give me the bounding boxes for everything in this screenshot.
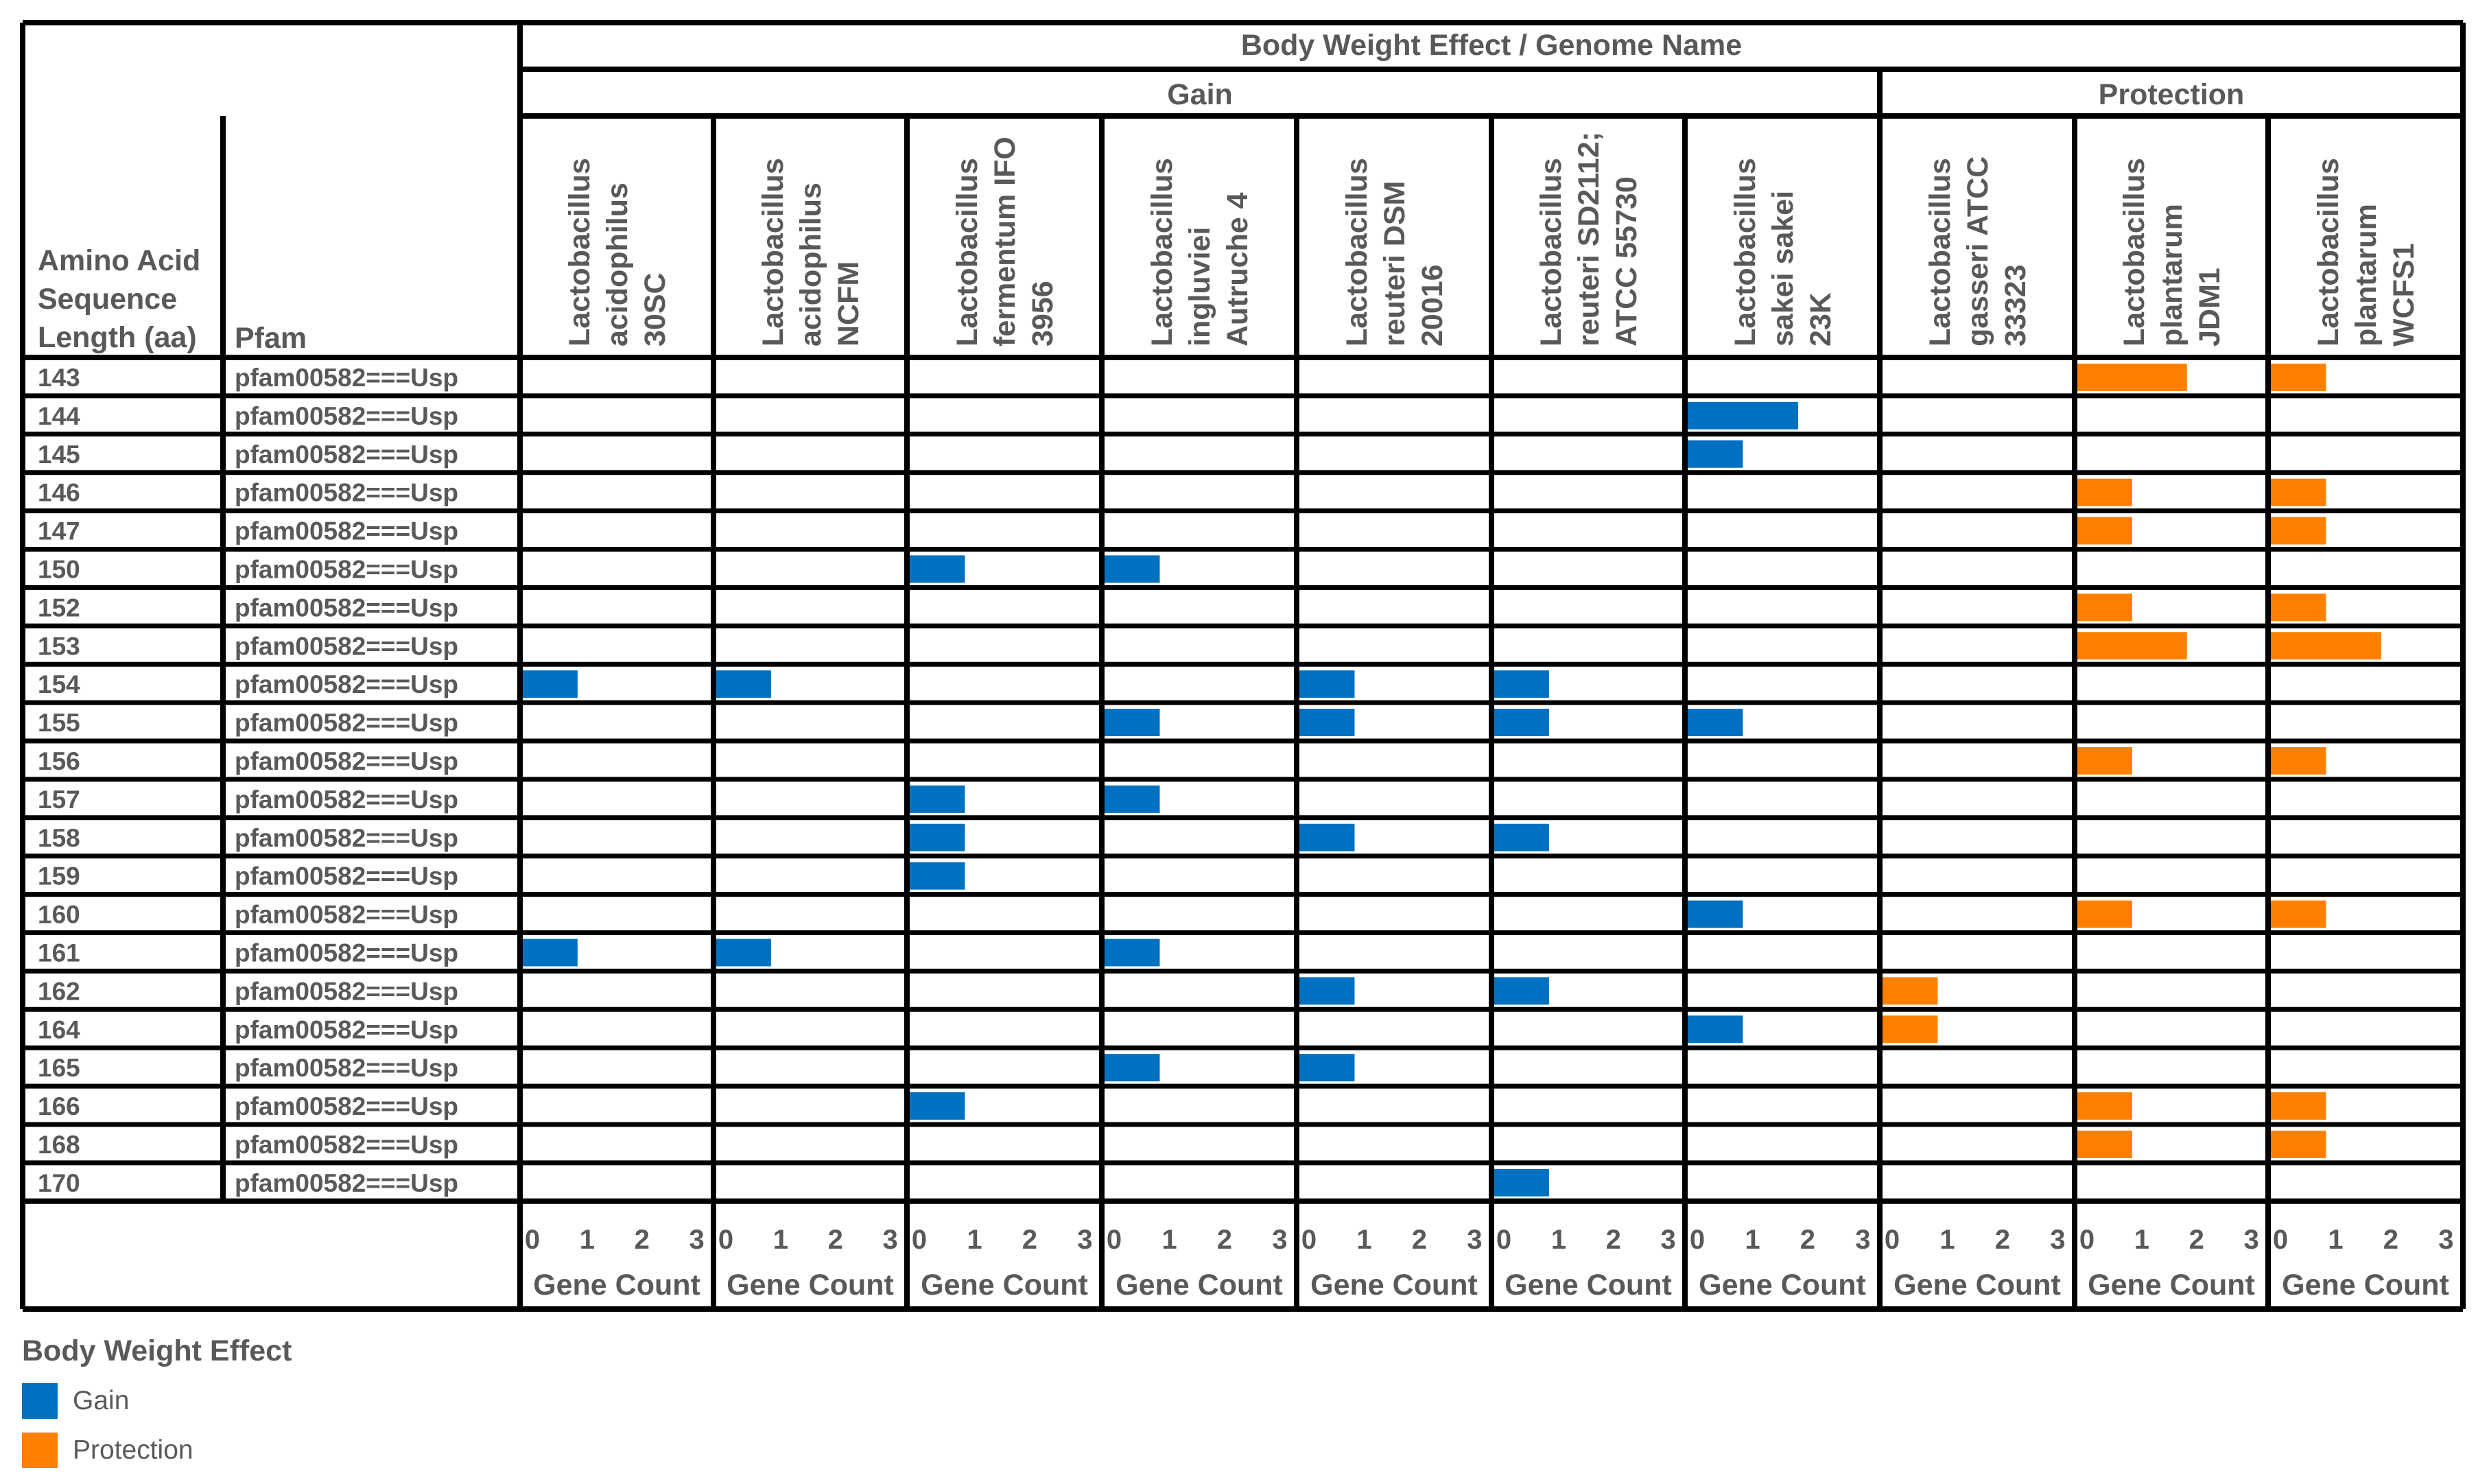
x-tick-label: 1: [967, 1225, 982, 1255]
bar: [1688, 402, 1798, 429]
x-tick-label: 1: [579, 1225, 595, 1255]
x-tick-label: 0: [1884, 1225, 1900, 1255]
bar: [910, 555, 965, 582]
x-tick-label: 3: [882, 1225, 898, 1255]
x-tick-label: 2: [634, 1225, 650, 1255]
bar: [2271, 479, 2326, 506]
x-tick-label: 2: [2189, 1225, 2204, 1255]
row-pfam-label: pfam00582===Usp: [235, 593, 459, 622]
row-length-label: 165: [38, 1054, 80, 1083]
x-tick-label: 2: [1216, 1225, 1233, 1255]
row-length-label: 155: [38, 709, 80, 738]
column-label-6: Lactobacillus reuteri SD2112; ATCC 55730: [1535, 131, 1643, 346]
x-tick-label: 0: [718, 1225, 734, 1255]
bar: [2077, 747, 2132, 775]
legend-swatch-gain: [22, 1383, 58, 1419]
x-tick-label: 3: [1855, 1225, 1871, 1255]
row-pfam-label: pfam00582===Usp: [235, 517, 459, 545]
row-pfam-label: pfam00582===Usp: [235, 363, 459, 392]
x-tick-label: 1: [1161, 1225, 1177, 1255]
bar: [2077, 632, 2187, 659]
x-axis-label: Gene Count: [2282, 1269, 2449, 1302]
row-pfam-label: pfam00582===Usp: [235, 1015, 459, 1044]
x-tick-label: 3: [1077, 1225, 1093, 1255]
row-length-label: 156: [38, 746, 80, 775]
bar: [1105, 1054, 1159, 1081]
row-length-label: 157: [38, 785, 80, 814]
header-top-title: Body Weight Effect / Genome Name: [1240, 29, 1743, 62]
bar: [1299, 977, 1354, 1004]
bar: [2077, 364, 2187, 391]
x-axis-label: Gene Count: [533, 1269, 700, 1302]
bar: [1688, 901, 1743, 928]
x-tick-label: 2: [827, 1225, 843, 1255]
row-pfam-label: pfam00582===Usp: [235, 746, 459, 775]
row-header-length: Amino Acid Sequence Length (aa): [38, 244, 201, 354]
bar: [1494, 977, 1549, 1004]
row-pfam-label: pfam00582===Usp: [235, 977, 459, 1006]
x-tick-label: 3: [1467, 1225, 1483, 1255]
bar: [2077, 479, 2132, 506]
bar: [1494, 824, 1549, 851]
x-tick-label: 1: [2328, 1225, 2344, 1255]
x-tick-label: 1: [1550, 1225, 1566, 1255]
bar: [910, 786, 965, 813]
bar: [2077, 901, 2132, 928]
row-pfam-label: pfam00582===Usp: [235, 1054, 459, 1083]
x-tick-label: 1: [772, 1225, 788, 1255]
column-label-8: Lactobacillus gasseri ATCC 33323: [1924, 156, 2032, 346]
x-axis-label: Gene Count: [1116, 1269, 1283, 1302]
x-tick-label: 3: [1272, 1225, 1288, 1255]
bar: [1299, 709, 1354, 736]
bar: [716, 939, 771, 966]
bar: [2271, 364, 2326, 391]
bar: [2077, 1092, 2132, 1120]
row-pfam-label: pfam00582===Usp: [235, 939, 459, 967]
bar: [2271, 632, 2381, 659]
bar: [1494, 709, 1549, 736]
x-tick-label: 3: [2438, 1225, 2454, 1255]
x-tick-label: 0: [2272, 1225, 2289, 1255]
legend: [22, 1334, 292, 1475]
bar: [2271, 593, 2326, 621]
bar: [1105, 555, 1159, 582]
x-axis-label: Gene Count: [1894, 1269, 2061, 1302]
bar: [1688, 440, 1743, 468]
row-pfam-label: pfam00582===Usp: [235, 555, 459, 584]
row-length-label: 166: [38, 1092, 80, 1121]
header-group-protection: Protection: [2098, 78, 2245, 111]
bar: [2271, 1092, 2326, 1120]
bar: [910, 824, 965, 851]
bar: [1494, 1169, 1549, 1197]
row-pfam-label: pfam00582===Usp: [235, 440, 459, 469]
x-tick-label: 2: [1411, 1225, 1428, 1255]
row-length-label: 159: [38, 862, 80, 891]
x-tick-label: 0: [1106, 1225, 1122, 1255]
x-tick-label: 0: [1301, 1225, 1317, 1255]
x-tick-label: 2: [1022, 1225, 1038, 1255]
bar: [910, 862, 965, 890]
bar: [1105, 709, 1159, 736]
x-tick-label: 1: [1939, 1225, 1955, 1255]
row-length-label: 160: [38, 900, 80, 929]
row-pfam-label: pfam00582===Usp: [235, 862, 459, 891]
column-label-1: Lactobacillus acidophilus 30SC: [563, 158, 672, 346]
x-tick-label: 2: [1994, 1225, 2011, 1255]
row-pfam-label: pfam00582===Usp: [235, 670, 459, 699]
row-length-label: 150: [38, 555, 80, 584]
row-pfam-label: pfam00582===Usp: [235, 401, 459, 430]
row-pfam-label: pfam00582===Usp: [235, 1092, 459, 1121]
bar: [2077, 593, 2132, 621]
bar: [2271, 747, 2326, 775]
row-length-label: 146: [38, 478, 80, 507]
x-tick-label: 0: [524, 1225, 541, 1255]
row-pfam-label: pfam00582===Usp: [235, 823, 459, 852]
row-pfam-label: pfam00582===Usp: [235, 709, 459, 738]
row-length-label: 152: [38, 593, 80, 622]
bar: [910, 1092, 965, 1120]
bar: [1883, 1015, 1937, 1043]
x-tick-label: 1: [1356, 1225, 1372, 1255]
x-axis-label: Gene Count: [921, 1269, 1088, 1302]
bar: [523, 670, 578, 698]
row-length-label: 162: [38, 977, 80, 1006]
x-tick-label: 0: [2079, 1225, 2095, 1255]
row-length-label: 144: [38, 401, 80, 430]
x-tick-label: 0: [1496, 1225, 1512, 1255]
x-axis-label: Gene Count: [1505, 1269, 1672, 1302]
bar: [2077, 1131, 2132, 1158]
row-length-label: 147: [38, 517, 80, 545]
row-pfam-label: pfam00582===Usp: [235, 1168, 459, 1197]
row-length-label: 164: [38, 1015, 80, 1044]
bar: [1105, 786, 1159, 813]
column-label-10: Lactobacillus plantarum WCFS1: [2312, 158, 2420, 346]
bar: [1299, 670, 1354, 698]
row-length-label: 158: [38, 823, 80, 852]
row-length-label: 143: [38, 363, 80, 392]
x-axis-label: Gene Count: [2088, 1269, 2255, 1302]
row-length-label: 170: [38, 1168, 80, 1197]
bar: [1688, 709, 1743, 736]
x-tick-label: 2: [1800, 1225, 1816, 1255]
bar: [2271, 1131, 2326, 1158]
row-pfam-label: pfam00582===Usp: [235, 785, 459, 814]
bar: [1883, 977, 1937, 1004]
row-pfam-label: pfam00582===Usp: [235, 1130, 459, 1159]
row-pfam-label: pfam00582===Usp: [235, 632, 459, 661]
column-label-7: Lactobacillus sakei sakei 23K: [1729, 158, 1837, 346]
legend-item-protection: [22, 1426, 292, 1475]
bar: [1299, 824, 1354, 851]
column-label-3: Lactobacillus fermentum IFO 3956: [951, 137, 1059, 346]
column-label-5: Lactobacillus reuteri DSM 20016: [1341, 158, 1449, 346]
bar: [2271, 517, 2326, 545]
row-length-label: 154: [38, 670, 80, 699]
column-label-2: Lactobacillus acidophilus NCFM: [757, 158, 865, 346]
x-tick-label: 1: [1745, 1225, 1760, 1255]
legend-label-protection: Protection: [73, 1435, 193, 1465]
bar: [1494, 670, 1549, 698]
x-tick-label: 3: [2050, 1225, 2066, 1255]
bar: [716, 670, 771, 698]
row-pfam-label: pfam00582===Usp: [235, 478, 459, 507]
x-tick-label: 2: [1605, 1225, 1621, 1255]
x-tick-label: 3: [2243, 1225, 2259, 1255]
legend-item-gain: [22, 1376, 292, 1426]
column-label-9: Lactobacillus plantarum JDM1: [2118, 158, 2226, 346]
bar: [1105, 939, 1159, 966]
x-axis-label: Gene Count: [1699, 1269, 1866, 1302]
x-tick-label: 0: [911, 1225, 928, 1255]
x-tick-label: 3: [1660, 1225, 1676, 1255]
bar: [1688, 1015, 1743, 1043]
row-length-label: 153: [38, 632, 80, 661]
bar: [2271, 901, 2326, 928]
header-group-gain: Gain: [1167, 78, 1233, 111]
x-tick-label: 3: [689, 1225, 705, 1255]
row-length-label: 161: [38, 939, 80, 967]
x-tick-label: 0: [1689, 1225, 1706, 1255]
legend-label-gain: Gain: [73, 1386, 130, 1415]
row-header-pfam: Pfam: [235, 322, 307, 355]
legend-title: Body Weight Effect: [22, 1334, 292, 1367]
x-tick-label: 2: [2383, 1225, 2399, 1255]
bar: [2077, 517, 2132, 545]
row-length-label: 145: [38, 440, 80, 469]
x-tick-label: 1: [2134, 1225, 2149, 1255]
bar: [523, 939, 578, 966]
column-label-4: Lactobacillus ingluviei Autruche 4: [1146, 158, 1254, 346]
row-pfam-label: pfam00582===Usp: [235, 900, 459, 929]
legend-swatch-protection: [22, 1433, 58, 1468]
x-axis-label: Gene Count: [727, 1269, 894, 1302]
row-length-label: 168: [38, 1130, 80, 1159]
x-axis-label: Gene Count: [1310, 1269, 1478, 1302]
bar: [1299, 1054, 1354, 1081]
